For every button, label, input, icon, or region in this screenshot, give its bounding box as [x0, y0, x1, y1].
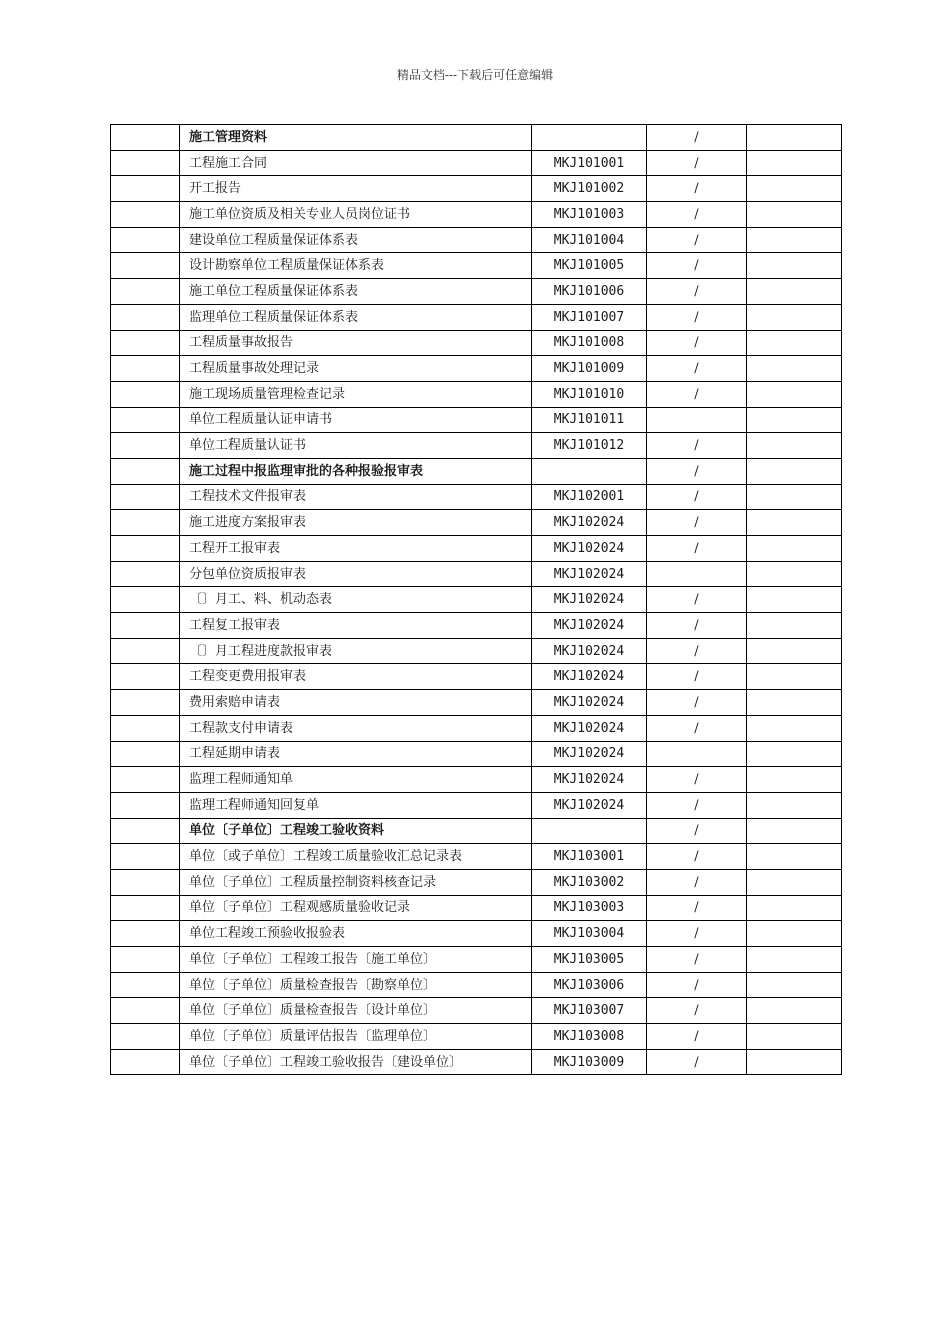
item-name: 单位〔子单位〕工程观感质量验收记录	[180, 895, 532, 921]
extra-cell	[747, 279, 842, 305]
item-name: 单位〔子单位〕质量检查报告〔设计单位〕	[180, 998, 532, 1024]
extra-cell	[747, 792, 842, 818]
table-row	[111, 356, 842, 382]
item-name: 费用索赔申请表	[180, 690, 532, 716]
blank-cell	[111, 407, 180, 433]
item-name: 建设单位工程质量保证体系表	[180, 227, 532, 253]
table-row	[111, 587, 842, 613]
item-mark: /	[647, 381, 747, 407]
blank-cell	[111, 998, 180, 1024]
table-row	[111, 227, 842, 253]
item-mark: /	[647, 818, 747, 844]
item-name: 工程开工报审表	[180, 536, 532, 562]
item-name: 工程技术文件报审表	[180, 484, 532, 510]
item-name: 单位〔子单位〕质量评估报告〔监理单位〕	[180, 1024, 532, 1050]
extra-cell	[747, 536, 842, 562]
blank-cell	[111, 150, 180, 176]
item-code: MKJ103005	[532, 947, 647, 973]
item-code: MKJ102024	[532, 690, 647, 716]
page-header: 精品文档---下载后可任意编辑	[396, 68, 554, 82]
item-mark: /	[647, 150, 747, 176]
item-name: 监理单位工程质量保证体系表	[180, 304, 532, 330]
blank-cell	[111, 869, 180, 895]
item-name: 施工单位工程质量保证体系表	[180, 279, 532, 305]
item-mark	[647, 741, 747, 767]
extra-cell	[747, 869, 842, 895]
item-code: MKJ102024	[532, 792, 647, 818]
table-row	[111, 664, 842, 690]
item-mark: /	[647, 279, 747, 305]
blank-cell	[111, 844, 180, 870]
item-code: MKJ102024	[532, 741, 647, 767]
item-mark: /	[647, 664, 747, 690]
item-mark	[647, 561, 747, 587]
item-mark: /	[647, 587, 747, 613]
item-mark: /	[647, 227, 747, 253]
item-name: 工程款支付申请表	[180, 715, 532, 741]
extra-cell	[747, 433, 842, 459]
table-row	[111, 844, 842, 870]
extra-cell	[747, 690, 842, 716]
item-code: MKJ101004	[532, 227, 647, 253]
item-code: MKJ103006	[532, 972, 647, 998]
item-name: 工程延期申请表	[180, 741, 532, 767]
item-mark: /	[647, 458, 747, 484]
item-mark: /	[647, 947, 747, 973]
item-code: MKJ101005	[532, 253, 647, 279]
item-code: MKJ103001	[532, 844, 647, 870]
item-code: MKJ101011	[532, 407, 647, 433]
extra-cell	[747, 587, 842, 613]
item-mark: /	[647, 613, 747, 639]
blank-cell	[111, 690, 180, 716]
item-mark: /	[647, 792, 747, 818]
item-name: 〔〕月工、料、机动态表	[180, 587, 532, 613]
table-row	[111, 1024, 842, 1050]
extra-cell	[747, 484, 842, 510]
table-row	[111, 947, 842, 973]
item-name: 单位〔子单位〕工程质量控制资料核查记录	[180, 869, 532, 895]
item-code: MKJ102024	[532, 767, 647, 793]
item-code: MKJ103004	[532, 921, 647, 947]
item-code: MKJ101001	[532, 150, 647, 176]
blank-cell	[111, 356, 180, 382]
table-row	[111, 1049, 842, 1075]
table-row	[111, 741, 842, 767]
extra-cell	[747, 921, 842, 947]
item-code: MKJ101007	[532, 304, 647, 330]
extra-cell	[747, 1049, 842, 1075]
item-mark: /	[647, 125, 747, 151]
item-mark: /	[647, 638, 747, 664]
table-row	[111, 150, 842, 176]
item-code	[532, 125, 647, 151]
blank-cell	[111, 613, 180, 639]
blank-cell	[111, 895, 180, 921]
extra-cell	[747, 638, 842, 664]
blank-cell	[111, 947, 180, 973]
item-code: MKJ102024	[532, 536, 647, 562]
blank-cell	[111, 279, 180, 305]
item-code: MKJ101003	[532, 202, 647, 228]
extra-cell	[747, 741, 842, 767]
item-name: 施工进度方案报审表	[180, 510, 532, 536]
table-row	[111, 972, 842, 998]
section-title: 施工过程中报监理审批的各种报验报审表	[180, 458, 532, 484]
extra-cell	[747, 972, 842, 998]
item-code: MKJ103003	[532, 895, 647, 921]
item-mark: /	[647, 895, 747, 921]
table-row	[111, 202, 842, 228]
item-code: MKJ101010	[532, 381, 647, 407]
extra-cell	[747, 304, 842, 330]
item-name: 监理工程师通知单	[180, 767, 532, 793]
item-mark: /	[647, 356, 747, 382]
item-mark: /	[647, 510, 747, 536]
extra-cell	[747, 844, 842, 870]
table-row	[111, 484, 842, 510]
item-code: MKJ101002	[532, 176, 647, 202]
item-name: 单位工程竣工预验收报验表	[180, 921, 532, 947]
table-row	[111, 638, 842, 664]
extra-cell	[747, 176, 842, 202]
extra-cell	[747, 767, 842, 793]
item-mark: /	[647, 330, 747, 356]
item-name: 单位〔子单位〕工程竣工验收报告〔建设单位〕	[180, 1049, 532, 1075]
blank-cell	[111, 638, 180, 664]
extra-cell	[747, 510, 842, 536]
item-name: 单位〔或子单位〕工程竣工质量验收汇总记录表	[180, 844, 532, 870]
extra-cell	[747, 253, 842, 279]
item-mark	[647, 407, 747, 433]
blank-cell	[111, 818, 180, 844]
item-code	[532, 458, 647, 484]
item-mark: /	[647, 998, 747, 1024]
item-code: MKJ101008	[532, 330, 647, 356]
table-row	[111, 330, 842, 356]
table-row	[111, 253, 842, 279]
table-row	[111, 561, 842, 587]
section-row	[111, 458, 842, 484]
blank-cell	[111, 125, 180, 151]
extra-cell	[747, 818, 842, 844]
extra-cell	[747, 125, 842, 151]
extra-cell	[747, 1024, 842, 1050]
blank-cell	[111, 227, 180, 253]
item-name: 工程变更费用报审表	[180, 664, 532, 690]
item-code: MKJ101009	[532, 356, 647, 382]
table-row	[111, 998, 842, 1024]
table-row	[111, 510, 842, 536]
table-row	[111, 433, 842, 459]
item-mark: /	[647, 715, 747, 741]
item-mark: /	[647, 484, 747, 510]
item-code: MKJ102001	[532, 484, 647, 510]
extra-cell	[747, 458, 842, 484]
blank-cell	[111, 561, 180, 587]
extra-cell	[747, 613, 842, 639]
blank-cell	[111, 741, 180, 767]
table-row	[111, 921, 842, 947]
item-code: MKJ103002	[532, 869, 647, 895]
extra-cell	[747, 947, 842, 973]
extra-cell	[747, 381, 842, 407]
item-name: 施工单位资质及相关专业人员岗位证书	[180, 202, 532, 228]
item-code: MKJ103008	[532, 1024, 647, 1050]
blank-cell	[111, 972, 180, 998]
item-name: 工程质量事故处理记录	[180, 356, 532, 382]
item-name: 单位〔子单位〕工程竣工报告〔施工单位〕	[180, 947, 532, 973]
item-code: MKJ102024	[532, 638, 647, 664]
table-row	[111, 869, 842, 895]
table-row	[111, 715, 842, 741]
item-mark: /	[647, 921, 747, 947]
item-name: 分包单位资质报审表	[180, 561, 532, 587]
extra-cell	[747, 998, 842, 1024]
extra-cell	[747, 356, 842, 382]
extra-cell	[747, 227, 842, 253]
item-code: MKJ102024	[532, 664, 647, 690]
blank-cell	[111, 176, 180, 202]
table-row	[111, 792, 842, 818]
item-mark: /	[647, 176, 747, 202]
blank-cell	[111, 1049, 180, 1075]
item-name: 设计勘察单位工程质量保证体系表	[180, 253, 532, 279]
blank-cell	[111, 792, 180, 818]
table-row	[111, 304, 842, 330]
item-mark: /	[647, 844, 747, 870]
table-row	[111, 176, 842, 202]
extra-cell	[747, 715, 842, 741]
extra-cell	[747, 664, 842, 690]
extra-cell	[747, 895, 842, 921]
table-row	[111, 381, 842, 407]
item-mark: /	[647, 536, 747, 562]
item-mark: /	[647, 1024, 747, 1050]
item-code: MKJ101012	[532, 433, 647, 459]
table-row	[111, 279, 842, 305]
table-row	[111, 613, 842, 639]
table-row	[111, 407, 842, 433]
item-code: MKJ102024	[532, 510, 647, 536]
item-mark: /	[647, 304, 747, 330]
section-title: 单位〔子单位〕工程竣工验收资料	[180, 818, 532, 844]
blank-cell	[111, 202, 180, 228]
item-name: 单位工程质量认证申请书	[180, 407, 532, 433]
table-row	[111, 895, 842, 921]
blank-cell	[111, 484, 180, 510]
item-name: 开工报告	[180, 176, 532, 202]
blank-cell	[111, 458, 180, 484]
extra-cell	[747, 330, 842, 356]
table-row	[111, 767, 842, 793]
item-code: MKJ101006	[532, 279, 647, 305]
item-mark: /	[647, 869, 747, 895]
item-mark: /	[647, 690, 747, 716]
item-code: MKJ102024	[532, 613, 647, 639]
blank-cell	[111, 381, 180, 407]
blank-cell	[111, 536, 180, 562]
item-code: MKJ102024	[532, 561, 647, 587]
item-code: MKJ102024	[532, 715, 647, 741]
blank-cell	[111, 433, 180, 459]
extra-cell	[747, 150, 842, 176]
table-row	[111, 536, 842, 562]
blank-cell	[111, 715, 180, 741]
item-name: 单位工程质量认证书	[180, 433, 532, 459]
item-mark: /	[647, 433, 747, 459]
blank-cell	[111, 304, 180, 330]
table-row	[111, 690, 842, 716]
blank-cell	[111, 767, 180, 793]
extra-cell	[747, 202, 842, 228]
blank-cell	[111, 587, 180, 613]
section-row	[111, 818, 842, 844]
item-name: 施工现场质量管理检查记录	[180, 381, 532, 407]
extra-cell	[747, 561, 842, 587]
blank-cell	[111, 510, 180, 536]
item-mark: /	[647, 972, 747, 998]
blank-cell	[111, 921, 180, 947]
item-mark: /	[647, 1049, 747, 1075]
item-mark: /	[647, 767, 747, 793]
blank-cell	[111, 253, 180, 279]
document-table	[110, 124, 842, 1075]
item-code: MKJ103007	[532, 998, 647, 1024]
blank-cell	[111, 664, 180, 690]
extra-cell	[747, 407, 842, 433]
blank-cell	[111, 330, 180, 356]
item-code: MKJ102024	[532, 587, 647, 613]
item-mark: /	[647, 253, 747, 279]
item-name: 单位〔子单位〕质量检查报告〔勘察单位〕	[180, 972, 532, 998]
item-mark: /	[647, 202, 747, 228]
item-name: 工程复工报审表	[180, 613, 532, 639]
section-title: 施工管理资料	[180, 125, 532, 151]
item-name: 工程施工合同	[180, 150, 532, 176]
section-row	[111, 125, 842, 151]
item-code	[532, 818, 647, 844]
item-name: 监理工程师通知回复单	[180, 792, 532, 818]
blank-cell	[111, 1024, 180, 1050]
item-name: 〔〕月工程进度款报审表	[180, 638, 532, 664]
item-code: MKJ103009	[532, 1049, 647, 1075]
item-name: 工程质量事故报告	[180, 330, 532, 356]
